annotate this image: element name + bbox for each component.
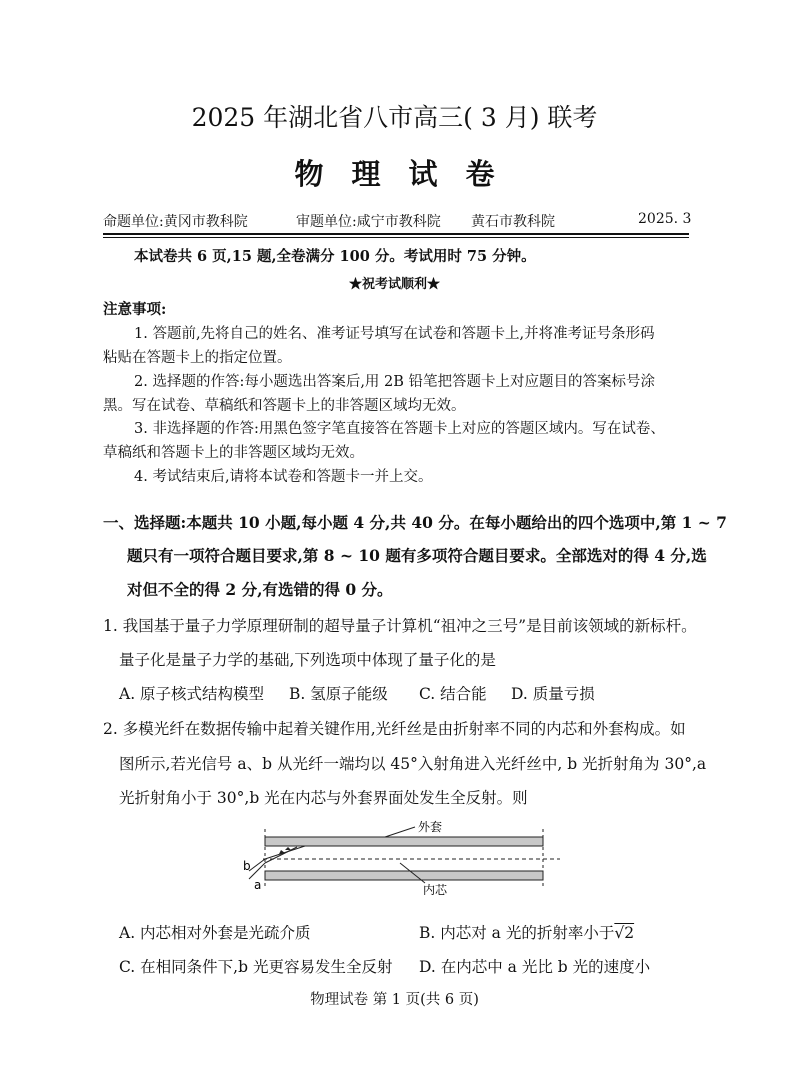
q2-stem-line-3: 光折射角小于 30°,b 光在内芯与外套界面处发生全反射。则 <box>119 789 528 807</box>
reviewer-2: 黄石市教科院 <box>471 214 555 230</box>
section-1-line-3: 对但不全的得 2 分,有选错的得 0 分。 <box>127 580 393 599</box>
note-3-line-1: 3. 非选择题的作答:用黑色签字笔直接答在答题卡上对应的答题区域内。写在试卷、 <box>134 421 665 437</box>
note-1-line-1: 1. 答题前,先将自己的姓名、准考证号填写在试卷和答题卡上,并将准考证号条形码 <box>134 326 655 342</box>
outer-leader <box>385 827 415 837</box>
note-2-line-2: 黑。写在试卷、草稿纸和答题卡上的非答题区域均无效。 <box>103 398 466 414</box>
label-a: a <box>254 878 262 892</box>
cladding-top <box>265 837 543 846</box>
section-1-line-2: 题只有一项符合题目要求,第 8 ~ 10 题有多项符合题目要求。全部选对的得 4 分,选 <box>127 546 707 565</box>
header-rule-thin <box>103 237 689 238</box>
q1-option-a: A. 原子核式结构模型 <box>119 685 265 703</box>
header-rule <box>103 233 689 235</box>
q1-stem-line-2: 量子化是量子力学的基础,下列选项中体现了量子化的是 <box>119 651 496 669</box>
subject-title: 物理试卷 <box>294 157 523 191</box>
reviewer: 审题单位:咸宁市教科院 <box>296 214 441 230</box>
q2-option-d: D. 在内芯中 a 光比 b 光的速度小 <box>419 958 651 976</box>
note-2-line-1: 2. 选择题的作答:每小题选出答案后,用 2B 铅笔把答题卡上对应题目的答案标号涂 <box>134 374 656 390</box>
q1-stem-line-1: 1. 我国基于量子力学原理研制的超导量子计算机“祖冲之三号”是目前该领域的新标杆。 <box>103 617 697 635</box>
exam-summary: 本试卷共 6 页,15 题,全卷满分 100 分。考试用时 75 分钟。 <box>134 248 536 265</box>
q2-option-b <box>419 921 634 943</box>
refracted-ray-a <box>265 847 297 863</box>
note-1-line-2: 粘贴在答题卡上的指定位置。 <box>103 350 292 366</box>
label-inner: 内芯 <box>423 883 448 895</box>
q2-stem-line-2: 图所示,若光信号 a、b 从光纤一端均以 45°入射角进入光纤丝中, b 光折射角为 30°,a <box>119 755 707 773</box>
arrow-b <box>285 847 291 850</box>
q1-option-c: C. 结合能 <box>419 685 487 703</box>
q1-option-b: B. 氢原子能级 <box>289 685 388 703</box>
good-luck-line: ★祝考试顺利★ <box>348 277 440 292</box>
label-outer: 外套 <box>418 820 443 834</box>
exam-title: 2025 年湖北省八市高三( 3 月) 联考 <box>191 103 598 132</box>
page-footer: 物理试卷 第 1 页(共 6 页) <box>310 992 479 1008</box>
note-4: 4. 考试结束后,请将本试卷和答题卡一并上交。 <box>134 469 433 485</box>
optical-fiber-diagram <box>235 815 565 895</box>
label-b: b <box>243 859 251 873</box>
q2-option-c: C. 在相同条件下,b 光更容易发生全反射 <box>119 958 393 976</box>
proposer: 命题单位:黄冈市教科院 <box>103 214 248 230</box>
q2-option-a: A. 内芯相对外套是光疏介质 <box>119 924 311 942</box>
sqrt2: √2 <box>614 924 635 942</box>
q2-option-b-text: B. 内芯对 a 光的折射率小于 <box>419 924 615 942</box>
notes-heading: 注意事项: <box>103 301 167 318</box>
note-3-line-2: 草稿纸和答题卡上的非答题区域均无效。 <box>103 445 364 461</box>
q1-option-d: D. 质量亏损 <box>511 685 595 703</box>
q2-stem-line-1: 2. 多模光纤在数据传输中起着关键作用,光纤丝是由折射率不同的内芯和外套构成。如 <box>103 720 686 738</box>
refracted-ray-b <box>265 846 305 859</box>
exam-date: 2025. 3 <box>638 211 692 227</box>
cladding-bottom <box>265 871 543 880</box>
section-1-line-1: 一、选择题:本题共 10 小题,每小题 4 分,共 40 分。在每小题给出的四个选项中,第 1 ~ 7 <box>103 513 727 532</box>
